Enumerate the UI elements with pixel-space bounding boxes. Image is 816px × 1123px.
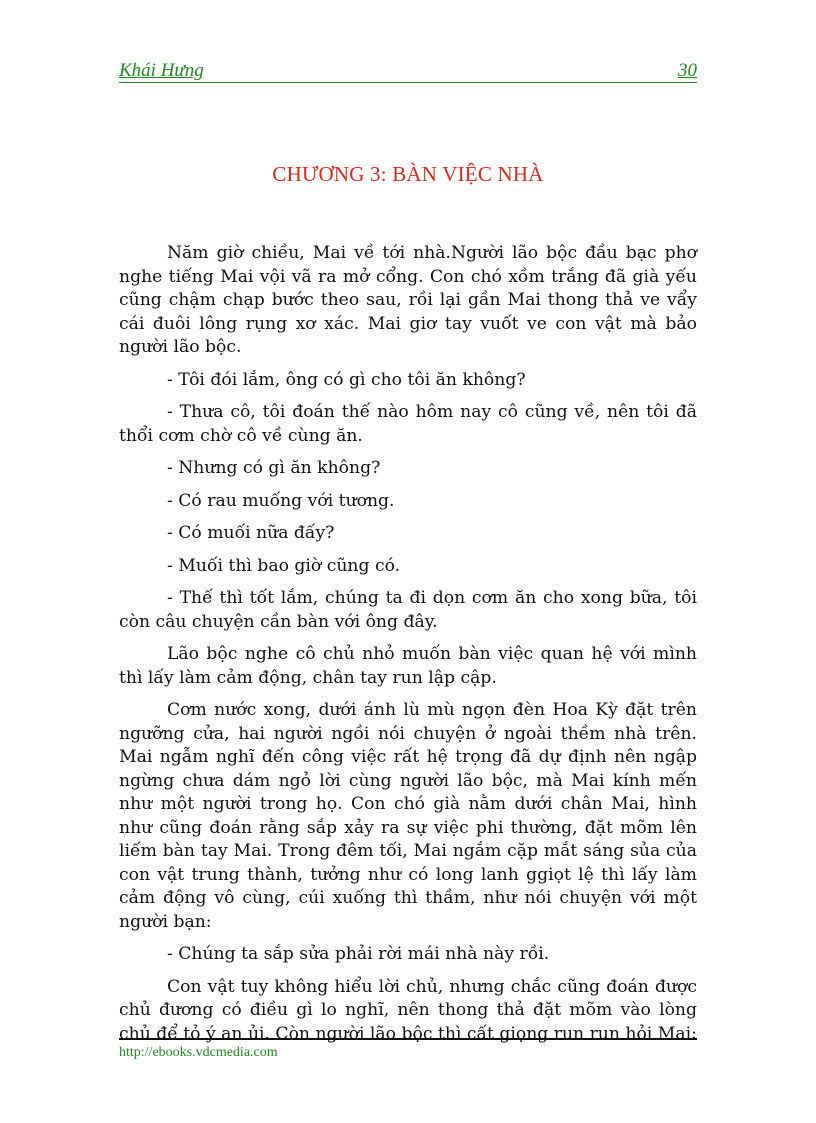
chapter-title: CHƯƠNG 3: BÀN VIỆC NHÀ (272, 162, 544, 186)
footer-url: http://ebooks.vdcmedia.com (119, 1045, 278, 1060)
paragraph: - Tôi đói lắm, ông có gì cho tôi ăn không? (167, 369, 526, 390)
paragraph: - Chúng ta sắp sửa phải rời mái nhà này rồi. (167, 944, 550, 964)
paragraph: Năm giờ chiều, Mai về tới nhà.Người lão bộc đầu bạc phơ nghe tiếng Mai vội vã ra mở cổng. Con chó xồm trắng đã già yếu cũng chậm chạp bước theo sau, rồi lại gần Mai thong thả ve vẩy cái đuôi lông rụng xơ xác. Mai giơ tay vuốt ve con vật mà bảo người lão bộc. (119, 243, 697, 357)
paragraph: Con vật tuy không hiểu lời chủ, nhưng chắc cũng đoán được chủ đương có điều gì lo nghĩ, nên thong thả đặt mõm vào lòng chủ để tỏ ý an ủi. Còn người lão bộc thì cất giọng run run hỏi Mai: (119, 976, 697, 1044)
paragraph: - Có muối nữa đấy? (167, 523, 335, 543)
paragraph: - Thưa cô, tôi đoán thế nào hôm nay cô cũng về, nên tôi đã thổi cơm chờ cô về cùng ăn. (119, 402, 697, 446)
footer-divider (119, 1038, 697, 1040)
paragraph: - Có rau muống với tương. (167, 490, 395, 511)
paragraph: - Thế thì tốt lắm, chúng ta đi dọn cơm ăn cho xong bữa, tôi còn câu chuyện cần bàn với ông đây. (119, 588, 697, 632)
paragraph: - Muối thì bao giờ cũng có. (167, 555, 401, 576)
page-header (119, 60, 697, 83)
header-page-number: 30 (678, 60, 697, 81)
header-author: Khái Hưng (119, 60, 204, 81)
body-text (119, 242, 697, 1055)
paragraph: Cơm nước xong, dưới ánh lù mù ngọn đèn Hoa Kỳ đặt trên ngưỡng cửa, hai người ngồi nói chuyện ở ngoài thềm nhà trên. Mai ngẫm nghĩ đến công việc rất hệ trọng đã dự định nên ngập ngừng chưa dám ngỏ lời cùng người lão bộc, mà Mai kính mến như một người trong họ. Con chó già nằm dưới chân Mai, hình như cũng đoán rằng sắp xảy ra sự việc phi thường, đặt mõm lên liếm bàn tay Mai. Trong đêm tối, Mai ngắm cặp mắt sáng sủa của con vật trung thành, tưởng như có long lanh ggiọt lệ thì lấy làm cảm động vô cùng, cúi xuống thì thầm, như nói chuyện với một người bạn: (119, 700, 697, 932)
paragraph: Lão bộc nghe cô chủ nhỏ muốn bàn việc quan hệ với mình thì lấy làm cảm động, chân tay run lập cập. (119, 644, 697, 688)
paragraph: - Nhưng có gì ăn không? (167, 458, 381, 478)
